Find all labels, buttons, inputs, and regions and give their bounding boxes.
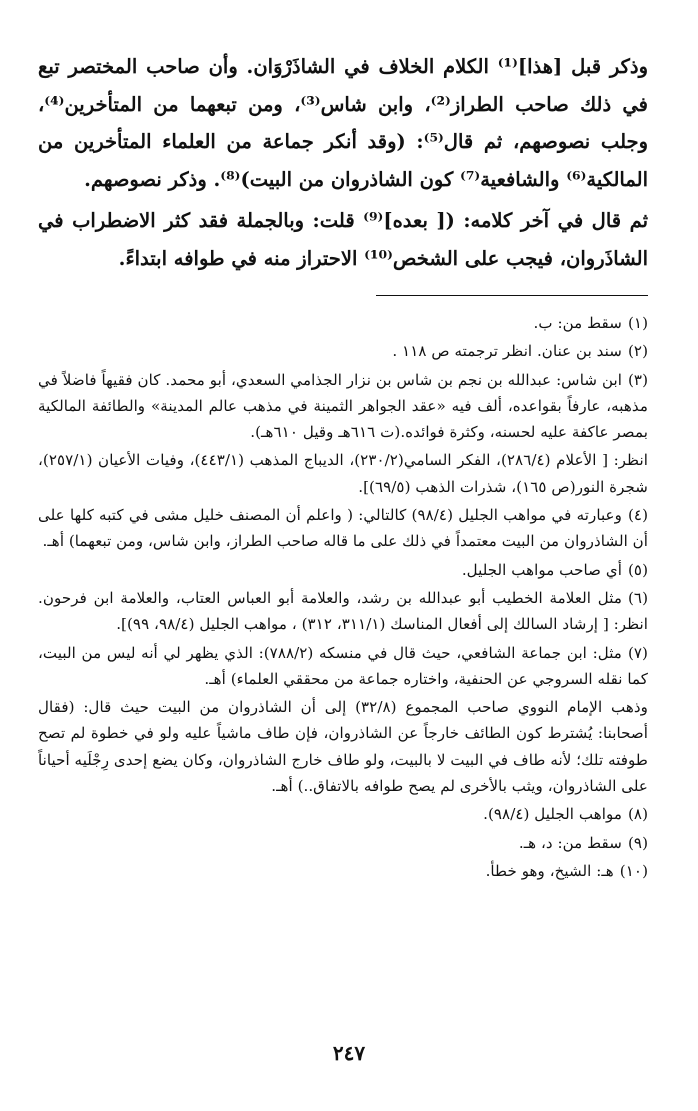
main-text bbox=[38, 48, 648, 277]
footnote-text: مثل العلامة الخطيب أبو عبدالله بن رشد، والعلامة أبو العباس العتاب، والعلامة ابن فرحون. انظر: [ إرشاد السالك إلى أفعال المناسك (٣١١/١، ٣١٢) ، مواهب الجليل (٩٨/٤، ٩٩)]. bbox=[38, 588, 648, 634]
footnote-number: (١٠) bbox=[619, 861, 648, 880]
footnote-text: مواهب الجليل (٩٨/٤). bbox=[483, 805, 622, 824]
footnote-item bbox=[38, 338, 648, 364]
footnote-number: (١) bbox=[627, 314, 648, 332]
footnote-text: مثل: ابن جماعة الشافعي، حيث قال في منسكه (٧٨٨/٢): الذي يظهر لي أنه ليس من البيت، كما نقله السروجي عن الحنفية، واختاره جماعة من محققي العلماء) أهـ. bbox=[38, 643, 648, 688]
footnote-text: سند بن عنان. انظر ترجمته ص ١١٨ . bbox=[392, 342, 622, 361]
footnote-number: (٦) bbox=[627, 588, 648, 607]
footnote-item bbox=[38, 557, 648, 583]
body-paragraph: ثم قال في آخر كلامه: ([ بعده]⁽⁹⁾ قلت: وبالجملة فقد كثر الاضطراب في الشاذَروان، فيجب على الشخص⁽¹⁰⁾ الاحتراز منه في طوافه ابتداءً. bbox=[38, 209, 648, 270]
footnote-number: (٤) bbox=[627, 506, 649, 525]
footnote-item bbox=[38, 310, 648, 336]
footnote-item bbox=[38, 858, 648, 884]
footnote-number: (٢) bbox=[627, 342, 648, 361]
footnote-number: (٩) bbox=[627, 833, 648, 852]
footnote-item bbox=[38, 801, 648, 827]
footnote-number: (٨) bbox=[627, 805, 648, 824]
footnote-text: ابن شاس: عبدالله بن نجم بن شاس بن نزار الجذامي السعدي، أبو محمد. كان فقيهاً فاضلاً في مذهبه، عارفاً بقواعده، ألف فيه «عقد الجواهر الثمينة في مذهب عالم المدينة» والطائفة المالكية بمصر عاكفة عليه لحسنه، وكثرة فوائده.(ت ٦١٦هـ وقيل ٦١٠هـ). bbox=[38, 370, 648, 442]
footnote-item bbox=[38, 830, 648, 856]
footnote-item bbox=[38, 640, 648, 693]
footnotes bbox=[38, 310, 648, 884]
footnote-text: وعبارته في مواهب الجليل (٩٨/٤) كالتالي: ( واعلم أن المصنف خليل مشى في كتبه كلها على أن الشاذروان من البيت معتمداً في ذلك على ما قاله صاحب الطراز، وابن شاس، ومن تبعهما) أهـ. bbox=[38, 506, 648, 551]
body-paragraph: وذكر قبل [هذا]⁽¹⁾ الكلام الخلاف في الشاذَرْوَان. وأن صاحب المختصر تبع في ذلك صاحب الطراز⁽²⁾، وابن شاس⁽³⁾، ومن تبعهما من المتأخرين⁽⁴⁾، وجلب نصوصهم، ثم قال⁽⁵⁾: (وقد أنكر جماعة من العلماء المتأخرين من المالكية⁽⁶⁾ والشافعية⁽⁷⁾ كون الشاذروان من البيت)⁽⁸⁾. وذكر نصوصهم. bbox=[38, 55, 648, 191]
footnote-text: أي صاحب مواهب الجليل. bbox=[461, 560, 622, 579]
footnote-item bbox=[38, 585, 648, 638]
footnote-item bbox=[38, 502, 648, 555]
footnote-text: سقط من: ب. bbox=[533, 314, 622, 332]
footnote-continuation: وذهب الإمام النووي صاحب المجموع (٣٢/٨) إلى أن الشاذروان من البيت حيث قال: (فقال أصحابنا: يُشترط كون الطائف خارجاً عن الشاذروان، فإن طاف ماشياً عليه ولو في خطوة لم تصح طوفته تلك؛ لأنه طاف في البيت لا بالبيت، ولو طاف خارج الشاذروان، وكان يضع إحدى رِجْلَيه أحياناً على الشاذروان، ويثب بالأخرى لم يصح طوافه بالاتفاق..) أهـ. bbox=[38, 698, 648, 796]
footnote-separator bbox=[376, 295, 648, 296]
footnote-continuation: انظر: [ الأعلام (٢٨٦/٤)، الفكر السامي(٢٣٠/٢)، الديباج المذهب (٤٤٣/١)، وفيات الأعيان (٢٥٧/١)، شجرة النور(ص ١٦٥)، شذرات الذهب (٦٩/٥)]. bbox=[38, 451, 648, 496]
footnote-item bbox=[38, 367, 648, 446]
page-number: ٢٤٧ bbox=[332, 1041, 366, 1065]
footnote-number: (٣) bbox=[627, 370, 648, 389]
footnote-number: (٧) bbox=[627, 643, 648, 662]
footnote-text: هـ: الشيخ، وهو خطأ. bbox=[485, 861, 614, 880]
footnote-number: (٥) bbox=[627, 560, 648, 579]
footnote-text: سقط من: د، هـ. bbox=[518, 833, 622, 852]
